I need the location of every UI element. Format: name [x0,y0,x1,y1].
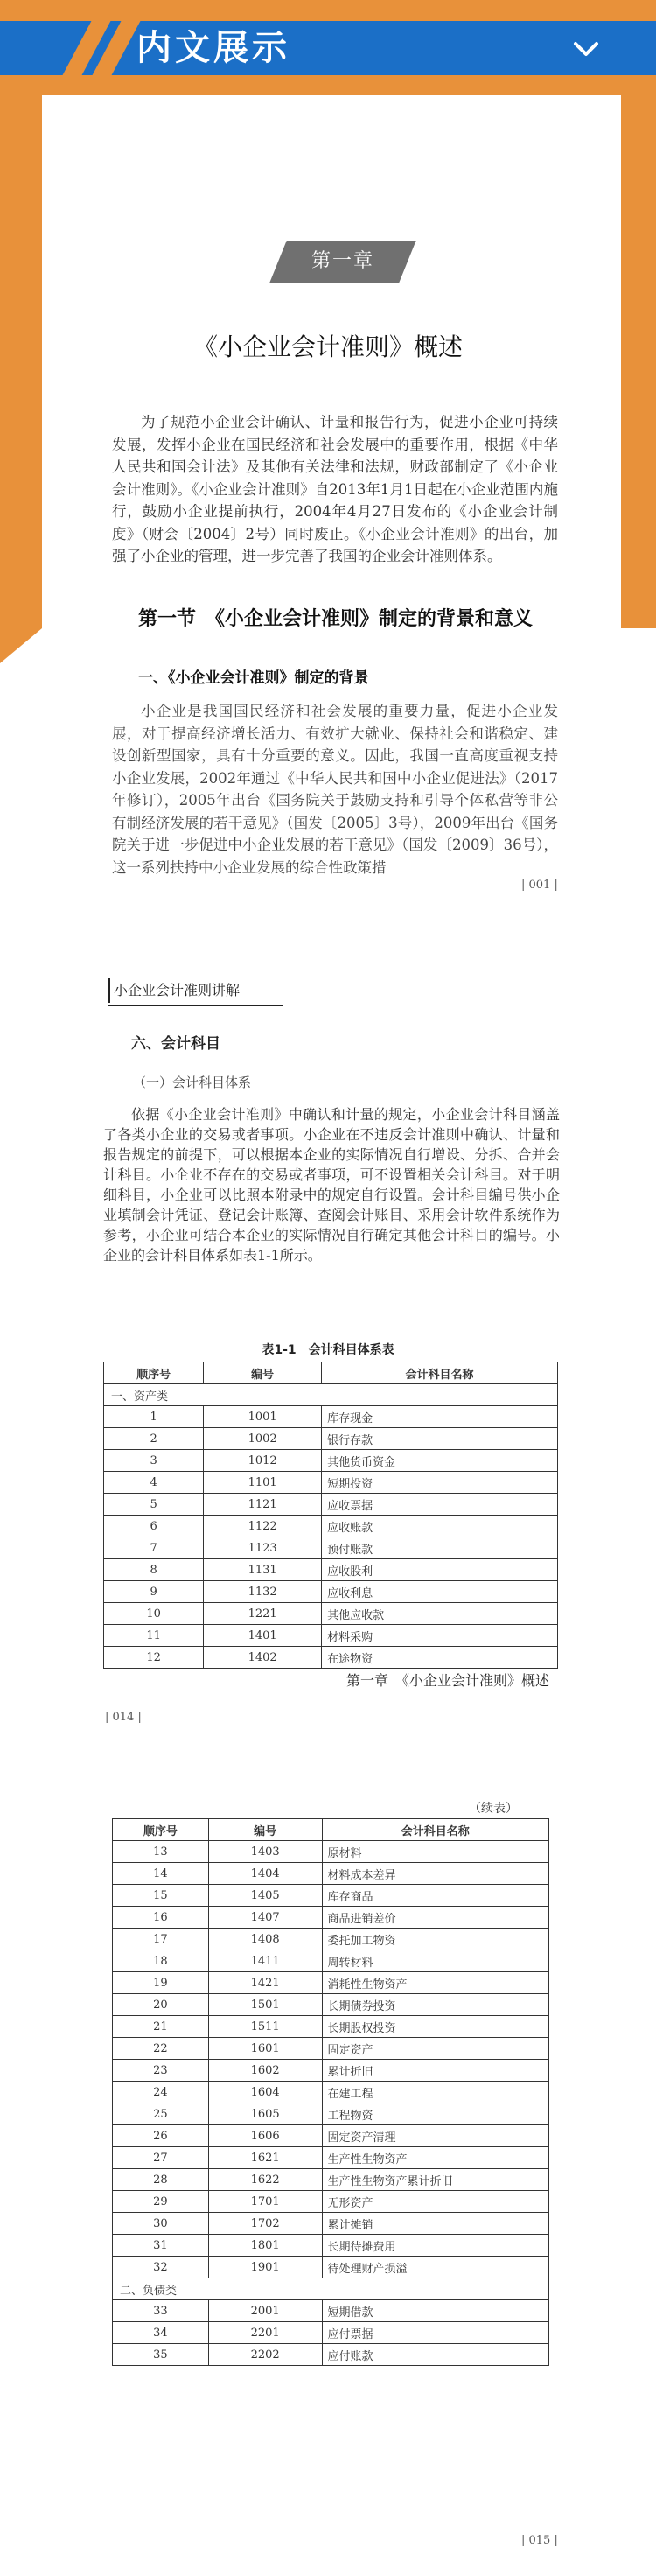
row-index-cell: 15 [113,1885,209,1907]
account-name-cell: 短期借款 [322,2300,549,2322]
page-number: | 015 | [521,2534,558,2547]
account-code-cell: 1012 [204,1450,322,1472]
subsection-heading: （一）会计科目体系 [133,1074,252,1090]
account-code-cell: 1404 [208,1863,322,1885]
row-index-cell: 4 [104,1472,204,1494]
table-row [113,1885,549,1907]
page-number: | 014 | [105,1711,142,1724]
account-name-cell: 无形资产 [322,2191,549,2213]
row-index-cell: 34 [113,2322,209,2344]
table-row [113,2016,549,2038]
account-code-cell: 1622 [208,2169,322,2191]
table-row [113,2104,549,2125]
table-caption: 表1-1 会计科目体系表 [262,1343,394,1357]
row-index-cell: 27 [113,2147,209,2169]
account-name-cell: 预付账款 [322,1537,558,1559]
table-row [104,1516,558,1537]
row-index-cell: 28 [113,2169,209,2191]
table-row [113,2344,549,2366]
row-index-cell: 11 [104,1625,204,1647]
account-code-cell: 1405 [208,1885,322,1907]
account-code-cell: 1002 [204,1428,322,1450]
row-index-cell: 26 [113,2125,209,2147]
row-index-cell: 18 [113,1950,209,1972]
account-name-cell: 应收利息 [322,1581,558,1603]
body-paragraph: 小企业是我国国民经济和社会发展的重要力量，促进小企业发展，对于提高经济增长活力、有效扩大就业、保持社会和谐稳定、建设创新型国家，具有十分重要的意义。因此，我国一直高度重视支持小企业发展，2002年通过《中华人民共和国中小企业促进法》（2017年修订），2005年出台《国务院关于鼓励支持和引导个体私营等非公有制经济发展的若干意见》（国发〔2005〕3号），2009年出台《国务院关于进一步促进中小企业发展的若干意见》（国发〔2009〕36号），这一系列扶持中小企业发展的综合性政策措 [112,703,558,876]
page-number: | 001 | [521,878,558,892]
account-name-cell: 材料成本差异 [322,1863,549,1885]
table-row [113,1907,549,1928]
row-index-cell: 30 [113,2213,209,2235]
subsection-title: 一、《小企业会计准则》制定的背景 [138,669,369,687]
account-code-cell: 1421 [208,1972,322,1994]
row-index-cell: 31 [113,2235,209,2257]
row-index-cell: 6 [104,1516,204,1537]
row-index-cell: 5 [104,1494,204,1516]
table-row [104,1603,558,1625]
account-name-cell: 应收账款 [322,1516,558,1537]
row-index-cell: 25 [113,2104,209,2125]
row-index-cell: 2 [104,1428,204,1450]
intro-paragraph: 为了规范小企业会计确认、计量和报告行为，促进小企业可持续发展，发挥小企业在国民经济和社会发展中的重要作用，根据《中华人民共和国会计法》及其他有关法律和法规，财政部制定了《小企业会计准则》。《小企业会计准则》自2013年1月1日起在小企业范围内施行，鼓励小企业提前执行，2004年4月27日发布的《小企业会计制度》（财会〔2004〕2号）同时废止。《小企业会计准则》的出台，加强了小企业的管理，进一步完善了我国的企业会计准则体系。 [112,414,558,564]
account-code-cell: 1122 [204,1516,322,1537]
table-row [104,1406,558,1428]
account-name-cell: 商品进销差价 [322,1907,549,1928]
chapter-title: 《小企业会计准则》概述 [192,332,463,361]
account-code-cell: 1408 [208,1928,322,1950]
header-banner [0,0,656,94]
account-table-continued [112,1818,549,2366]
account-name-cell: 委托加工物资 [322,1928,549,1950]
table-row [104,1537,558,1559]
table-row [113,1841,549,1863]
row-index-cell: 13 [113,1841,209,1863]
account-code-cell: 1132 [204,1581,322,1603]
chapter-tag: 第一章 [311,250,374,272]
table-row [104,1494,558,1516]
account-name-cell: 工程物资 [322,2104,549,2125]
table-row [113,2125,549,2147]
account-code-cell: 1001 [204,1406,322,1428]
table-row [113,2060,549,2082]
account-code-cell: 1621 [208,2147,322,2169]
account-name-cell: 材料采购 [322,1625,558,1647]
account-name-cell: 固定资产清理 [322,2125,549,2147]
row-index-cell: 8 [104,1559,204,1581]
row-index-cell: 22 [113,2038,209,2060]
account-name-cell: 长期股权投资 [322,2016,549,2038]
table-row [104,1647,558,1669]
banner-title: 内文展示 [136,28,290,68]
running-head: 第一章 《小企业会计准则》概述 [346,1672,550,1689]
table-row [113,1994,549,2016]
row-index-cell: 7 [104,1537,204,1559]
account-name-cell: 周转材料 [322,1950,549,1972]
running-head-rule [341,1690,621,1691]
account-code-cell: 1123 [204,1537,322,1559]
account-code-cell: 2202 [208,2344,322,2366]
row-index-cell: 9 [104,1581,204,1603]
column-header: 顺序号 [113,1819,209,1841]
table-row [113,2300,549,2322]
account-code-cell: 1101 [204,1472,322,1494]
column-header: 编号 [204,1362,322,1384]
account-name-cell: 生产性生物资产 [322,2147,549,2169]
account-code-cell: 1403 [208,1841,322,1863]
row-index-cell: 29 [113,2191,209,2213]
table-row [113,2191,549,2213]
account-name-cell: 库存现金 [322,1406,558,1428]
account-name-cell: 其他应收款 [322,1603,558,1625]
account-code-cell: 1407 [208,1907,322,1928]
row-index-cell: 14 [113,1863,209,1885]
row-index-cell: 32 [113,2257,209,2278]
table-row [113,2257,549,2278]
account-name-cell: 长期待摊费用 [322,2235,549,2257]
account-name-cell: 库存商品 [322,1885,549,1907]
table-group-row: 一、资产类 [104,1384,558,1406]
body-paragraph: 依据《小企业会计准则》中确认和计量的规定，小企业会计科目涵盖了各类小企业的交易或者事项。小企业在不违反会计准则中确认、计量和报告规定的前提下，可以根据本企业的实际情况自行增设、分拆、合并会计科目。小企业不存在的交易或者事项，可不设置相关会计科目。对于明细科目，小企业可以比照本附录中的规定自行设置。会计科目编号供小企业填制会计凭证、登记会计账簿、查阅会计账目、采用会计软件系统作为参考，小企业可结合本企业的实际情况自行确定其他会计科目的编号。小企业的会计科目体系如表1-1所示。 [103,1106,560,1264]
account-name-cell: 累计摊销 [322,2213,549,2235]
column-header: 会计科目名称 [322,1819,549,1841]
table-row [104,1625,558,1647]
account-code-cell: 1511 [208,2016,322,2038]
account-name-cell: 累计折旧 [322,2060,549,2082]
column-header: 编号 [208,1819,322,1841]
table-row [104,1450,558,1472]
continued-label: （续表） [469,1802,518,1816]
table-group-label: 二、负债类 [113,2278,549,2300]
row-index-cell: 10 [104,1603,204,1625]
account-code-cell: 1702 [208,2213,322,2235]
account-code-cell: 1121 [204,1494,322,1516]
account-code-cell: 1401 [204,1625,322,1647]
row-index-cell: 1 [104,1406,204,1428]
account-name-cell: 应付账款 [322,2344,549,2366]
account-code-cell: 1604 [208,2082,322,2104]
account-code-cell: 1402 [204,1647,322,1669]
account-code-cell: 1602 [208,2060,322,2082]
row-index-cell: 17 [113,1928,209,1950]
row-index-cell: 12 [104,1647,204,1669]
table-row [113,2169,549,2191]
account-name-cell: 其他货币资金 [322,1450,558,1472]
table-row [113,1972,549,1994]
account-name-cell: 应付票据 [322,2322,549,2344]
account-code-cell: 1901 [208,2257,322,2278]
table-row [113,2147,549,2169]
account-code-cell: 1411 [208,1950,322,1972]
account-table [103,1362,558,1669]
account-code-cell: 2001 [208,2300,322,2322]
table-row [104,1428,558,1450]
table-row [104,1581,558,1603]
account-code-cell: 2201 [208,2322,322,2344]
account-name-cell: 应收票据 [322,1494,558,1516]
account-code-cell: 1221 [204,1603,322,1625]
chevron-down-icon[interactable] [570,33,602,65]
account-name-cell: 消耗性生物资产 [322,1972,549,1994]
account-code-cell: 1606 [208,2125,322,2147]
account-name-cell: 长期债券投资 [322,1994,549,2016]
table-row [113,1950,549,1972]
account-name-cell: 在建工程 [322,2082,549,2104]
account-code-cell: 1601 [208,2038,322,2060]
account-name-cell: 生产性生物资产累计折旧 [322,2169,549,2191]
running-head: 小企业会计准则讲解 [108,978,240,1003]
account-code-cell: 1701 [208,2191,322,2213]
table-row [113,2235,549,2257]
row-index-cell: 16 [113,1907,209,1928]
row-index-cell: 23 [113,2060,209,2082]
table-row [113,1863,549,1885]
row-index-cell: 35 [113,2344,209,2366]
table-row [104,1472,558,1494]
section-title: 第一节 《小企业会计准则》制定的背景和意义 [138,608,534,630]
account-name-cell: 在途物资 [322,1647,558,1669]
column-header: 会计科目名称 [322,1362,558,1384]
account-name-cell: 银行存款 [322,1428,558,1450]
row-index-cell: 19 [113,1972,209,1994]
account-code-cell: 1801 [208,2235,322,2257]
row-index-cell: 3 [104,1450,204,1472]
account-name-cell: 应收股利 [322,1559,558,1581]
account-name-cell: 固定资产 [322,2038,549,2060]
row-index-cell: 20 [113,1994,209,2016]
account-name-cell: 短期投资 [322,1472,558,1494]
table-row [113,2322,549,2344]
table-group-row [113,2278,549,2300]
row-index-cell: 24 [113,2082,209,2104]
account-code-cell: 1605 [208,2104,322,2125]
table-row [113,2038,549,2060]
account-name-cell: 原材料 [322,1841,549,1863]
table-row [113,1928,549,1950]
table-row [113,2082,549,2104]
column-header: 顺序号 [104,1362,204,1384]
section-heading: 六、会计科目 [131,1035,220,1053]
account-code-cell: 1131 [204,1559,322,1581]
row-index-cell: 21 [113,2016,209,2038]
account-code-cell: 1501 [208,1994,322,2016]
account-name-cell: 待处理财产损溢 [322,2257,549,2278]
table-row [113,2213,549,2235]
row-index-cell: 33 [113,2300,209,2322]
table-row [104,1559,558,1581]
